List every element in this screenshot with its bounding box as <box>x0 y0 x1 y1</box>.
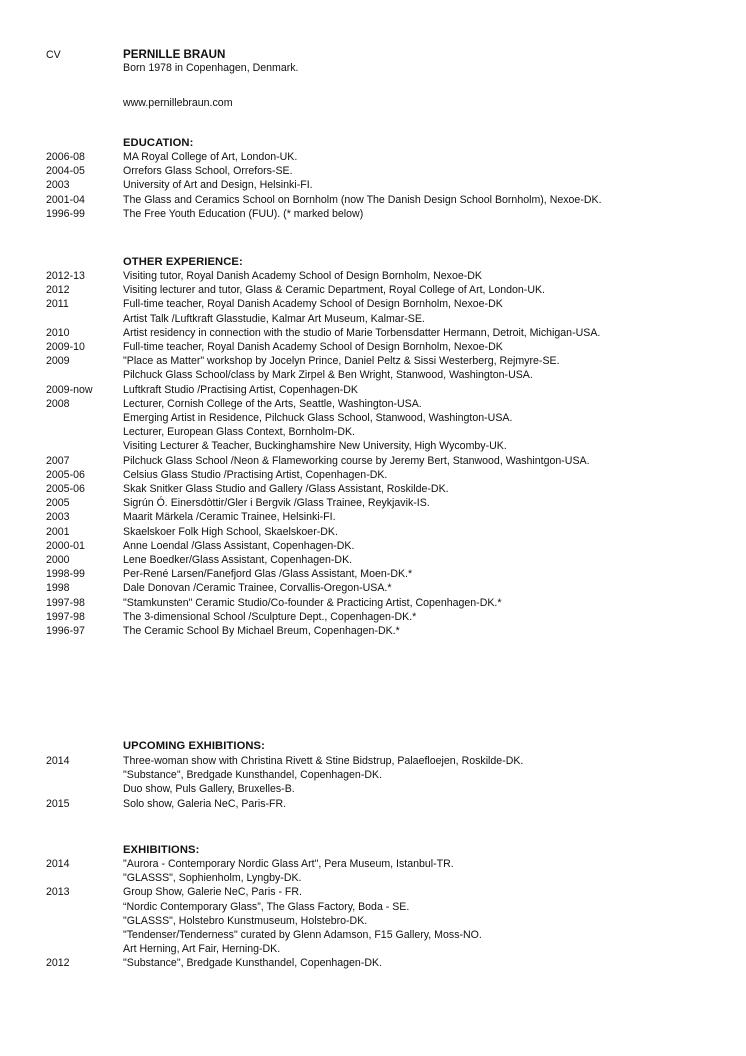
education-entry-year: 1996-99 <box>46 207 85 220</box>
experience-entry-text: Lecturer, European Glass Context, Bornholm-DK. <box>123 426 355 439</box>
experience-entry-text: Visiting Lecturer & Teacher, Buckinghamshire New University, High Wycomby-UK. <box>123 440 507 453</box>
experience-entry-year: 2005-06 <box>46 483 85 495</box>
exhibitions-entry-text: "GLASSS", Holstebro Kunstmuseum, Holstebro-DK. <box>123 914 368 927</box>
experience-entry-text: Celsius Glass Studio /Practising Artist, Copenhagen-DK. <box>123 468 388 481</box>
exhibitions-heading: EXHIBITIONS: <box>123 844 200 856</box>
experience-entry-text: Dale Donovan /Ceramic Trainee, Corvallis-Oregon-USA.* <box>123 582 392 595</box>
experience-entry-text: Pilchuck Glass School/class by Mark Zirpel & Ben Wright, Stanwood, Washington-USA. <box>123 369 533 382</box>
exhibitions-entry-year: 2013 <box>46 886 70 899</box>
exhibitions-entry-text: “Nordic Contemporary Glass”, The Glass Factory, Boda - SE. <box>123 900 410 913</box>
exhibitions-entry-year: 2014 <box>46 858 70 870</box>
experience-entry-text: Per-René Larsen/Fanefjord Glas /Glass Assistant, Moen-DK.* <box>123 568 413 581</box>
upcoming-entry-text: "Substance", Bredgade Kunsthandel, Copenhagen-DK. <box>123 769 383 782</box>
experience-entry-year: 2008 <box>46 397 70 410</box>
education-entry-text: MA Royal College of Art, London-UK. <box>123 151 298 163</box>
education-entry-year: 2004-05 <box>46 165 85 178</box>
experience-entry-year: 2003 <box>46 511 70 524</box>
experience-entry-text: Lecturer, Cornish College of the Arts, Seattle, Washington-USA. <box>123 397 422 410</box>
experience-entry-text: Luftkraft Studio /Practising Artist, Copenhagen-DK <box>123 383 358 396</box>
experience-entry-text: The Ceramic School By Michael Breum, Copenhagen-DK.* <box>123 625 400 637</box>
experience-entry-text: Artist residency in connection with the studio of Marie Torbensdatter Hermann, Detroit, Michigan-USA. <box>123 326 601 339</box>
experience-entry-text: The 3-dimensional School /Sculpture Dept., Copenhagen-DK.* <box>123 610 417 623</box>
education-entry-year: 2003 <box>46 179 70 192</box>
experience-entry-year: 1998-99 <box>46 568 85 581</box>
cv-label: CV <box>46 49 61 61</box>
experience-entry-year: 1997-98 <box>46 596 85 609</box>
exhibitions-entry-text: "Substance", Bredgade Kunsthandel, Copenhagen-DK. <box>123 957 383 970</box>
experience-entry-year: 2010 <box>46 326 70 339</box>
birth-info: Born 1978 in Copenhagen, Denmark. <box>123 62 299 74</box>
exhibitions-entry-text: "GLASSS", Sophienholm, Lyngby-DK. <box>123 872 302 885</box>
exhibitions-entry-text: Art Herning, Art Fair, Herning-DK. <box>123 943 281 956</box>
experience-entry-text: Full-time teacher, Royal Danish Academy School of Design Bornholm, Nexoe-DK <box>123 298 503 311</box>
upcoming-entry-year: 2014 <box>46 755 70 767</box>
education-entry-text: The Glass and Ceramics School on Bornholm (now The Danish Design School Bornholm), Nexoe-DK. <box>123 193 602 206</box>
exhibitions-entry-text: Group Show, Galerie NeC, Paris - FR. <box>123 886 302 899</box>
experience-heading: OTHER EXPERIENCE: <box>123 256 243 268</box>
experience-entry-year: 2000 <box>46 554 70 566</box>
experience-entry-text: Skak Snitker Glass Studio and Gallery /Glass Assistant, Roskilde-DK. <box>123 483 449 495</box>
experience-entry-year: 1996-97 <box>46 625 85 637</box>
upcoming-entry-year: 2015 <box>46 797 70 810</box>
experience-entry-year: 2009 <box>46 355 70 368</box>
education-entry-text: Orrefors Glass School, Orrefors-SE. <box>123 165 293 178</box>
experience-entry-year: 2012-13 <box>46 270 85 282</box>
experience-entry-text: Lene Boedker/Glass Assistant, Copenhagen-DK. <box>123 554 353 566</box>
website-link[interactable]: www.pernillebraun.com <box>123 97 233 109</box>
exhibitions-entry-year: 2012 <box>46 957 70 970</box>
experience-entry-text: Full-time teacher, Royal Danish Academy School of Design Bornholm, Nexoe-DK <box>123 341 503 353</box>
experience-entry-year: 2012 <box>46 284 70 297</box>
person-name: PERNILLE BRAUN <box>123 48 226 61</box>
education-entry-year: 2001-04 <box>46 193 85 206</box>
exhibitions-entry-text: "Aurora - Contemporary Nordic Glass Art", Pera Museum, Istanbul-TR. <box>123 858 454 870</box>
education-heading: EDUCATION: <box>123 137 194 149</box>
experience-entry-year: 2005-06 <box>46 468 85 481</box>
experience-entry-text: Artist Talk /Luftkraft Glasstudie, Kalmar Art Museum, Kalmar-SE. <box>123 312 425 325</box>
experience-entry-year: 1997-98 <box>46 610 85 623</box>
experience-entry-text: Emerging Artist in Residence, Pilchuck Glass School, Stanwood, Washington-USA. <box>123 412 513 424</box>
experience-entry-text: Visiting lecturer and tutor, Glass & Ceramic Department, Royal College of Art, London-UK. <box>123 284 545 297</box>
experience-entry-year: 2005 <box>46 497 70 510</box>
education-entry-text: University of Art and Design, Helsinki-FI. <box>123 179 313 192</box>
experience-entry-year: 2009-now <box>46 383 93 396</box>
experience-entry-text: Pilchuck Glass School /Neon & Flameworking course by Jeremy Bert, Stanwood, Washintgon-USA. <box>123 454 590 467</box>
upcoming-exhibitions-heading: UPCOMING EXHIBITIONS: <box>123 740 265 752</box>
experience-entry-text: "Stamkunsten" Ceramic Studio/Co-founder & Practicing Artist, Copenhagen-DK.* <box>123 596 502 609</box>
upcoming-entry-text: Three-woman show with Christina Rivett & Stine Bidstrup, Palaefloejen, Roskilde-DK. <box>123 755 524 767</box>
experience-entry-text: Sigrún Ó. Einersdòttir/Gler i Bergvik /Glass Trainee, Reykjavik-IS. <box>123 497 430 510</box>
upcoming-entry-text: Duo show, Puls Gallery, Bruxelles-B. <box>123 783 295 796</box>
experience-entry-text: Maarit Märkela /Ceramic Trainee, Helsinki-FI. <box>123 511 336 524</box>
experience-entry-year: 1998 <box>46 582 70 595</box>
experience-entry-year: 2011 <box>46 298 69 311</box>
upcoming-entry-text: Solo show, Galeria NeC, Paris-FR. <box>123 797 287 810</box>
experience-entry-text: Anne Loendal /Glass Assistant, Copenhagen-DK. <box>123 539 355 552</box>
education-entry-year: 2006-08 <box>46 151 85 163</box>
education-entry-text: The Free Youth Education (FUU). (* marked below) <box>123 207 364 220</box>
experience-entry-text: Visiting tutor, Royal Danish Academy School of Design Bornholm, Nexoe-DK <box>123 270 482 282</box>
exhibitions-entry-text: "Tendenser/Tenderness" curated by Glenn Adamson, F15 Gallery, Moss-NO. <box>123 929 482 941</box>
experience-entry-year: 2007 <box>46 454 70 467</box>
experience-entry-year: 2000-01 <box>46 539 85 552</box>
experience-entry-text: "Place as Matter" workshop by Jocelyn Prince, Daniel Peltz & Sissi Westerberg, Rejmyre-SE. <box>123 355 560 368</box>
experience-entry-year: 2001 <box>46 525 70 538</box>
experience-entry-text: Skaelskoer Folk High School, Skaelskoer-DK. <box>123 525 338 538</box>
experience-entry-year: 2009-10 <box>46 341 85 353</box>
